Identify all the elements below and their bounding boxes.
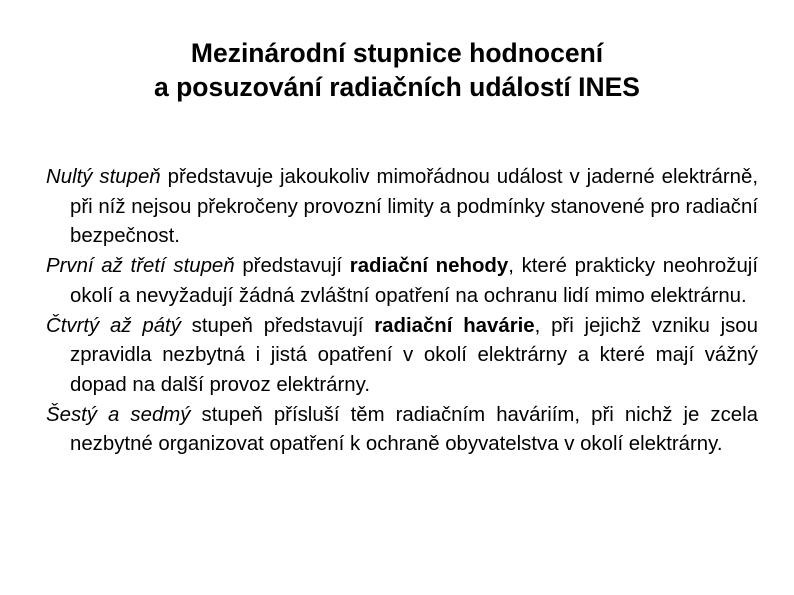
paragraph-lead: Nultý stupeň (46, 166, 161, 188)
slide-title-line-1: Mezinárodní stupnice hodnocení (190, 38, 604, 68)
paragraph-text-continued: , které prakticky neohrožují okolí a nevyžadují žádná zvláštní opatření na ochranu lidí mimo elektrárnu. (70, 255, 758, 307)
paragraph-text: představují (234, 255, 350, 278)
paragraph-lead: Čtvrtý až pátý (46, 314, 181, 337)
paragraph-key-term: radiační nehody (349, 255, 509, 278)
paragraph-levels-6-7 (46, 401, 758, 460)
paragraph-text: představuje jakoukoliv mimořádnou událost v jaderné elektrárně, při níž nejsou překročeny provozní limity a podmínky stanovené pro radiační bezpečnost. (70, 166, 758, 248)
paragraph-text: stupeň představují (180, 314, 375, 337)
paragraph-lead: První až třetí stupeň (46, 255, 235, 278)
paragraph-key-term: radiační havárie (374, 314, 535, 337)
paragraph-lead: Šestý a sedmý (46, 403, 191, 426)
paragraph-text: stupeň přísluší těm radiačním haváriím, při nichž je zcela nezbytné organizovat opatření k ochraně obyvatelstva v okolí elektrárny. (70, 403, 758, 456)
slide-title-line-2: a posuzování radiačních událostí INES (154, 72, 640, 102)
slide-body (46, 163, 758, 460)
paragraph-text-continued: , při jejichž vzniku jsou zpravidla nezbytná i jistá opatření v okolí elektrárny a které mají vážný dopad na další provoz elektrárny. (70, 314, 758, 396)
paragraph-levels-4-5 (46, 312, 758, 401)
paragraph-level-0 (46, 163, 758, 252)
paragraph-levels-1-3 (46, 252, 758, 311)
slide-title (0, 36, 794, 104)
